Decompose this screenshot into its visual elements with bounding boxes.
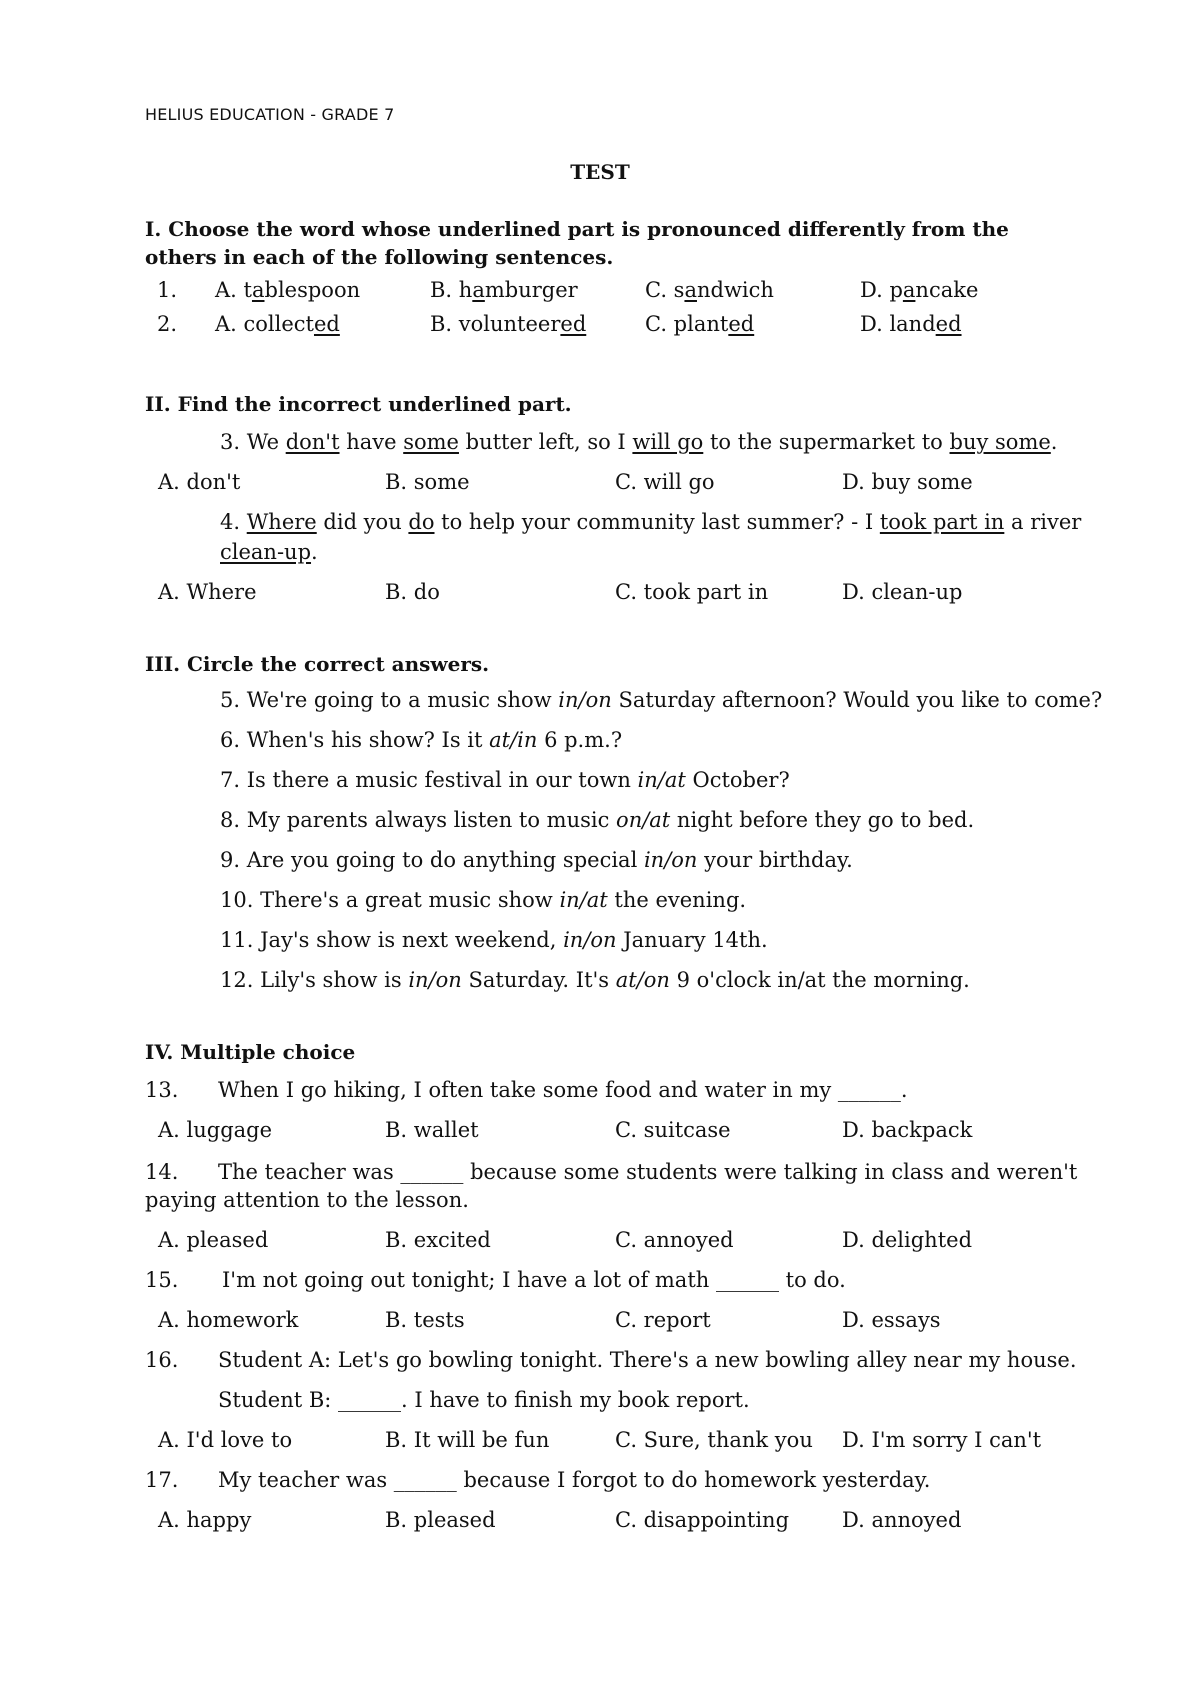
q17-option-c: C. disappointing bbox=[615, 1508, 790, 1532]
q4-option-d: D. clean-up bbox=[842, 580, 963, 604]
q14-option-a: A. pleased bbox=[158, 1228, 269, 1252]
q3-option-a: A. don't bbox=[158, 470, 241, 494]
q1-number: 1. bbox=[157, 278, 178, 302]
document-header: HELIUS EDUCATION - GRADE 7 bbox=[145, 105, 395, 124]
q1-option-d: D. pancake bbox=[860, 278, 979, 302]
q13-option-c: C. suitcase bbox=[615, 1118, 731, 1142]
q16-option-a: A. I'd love to bbox=[158, 1428, 293, 1452]
q7-sentence: 7. Is there a music festival in our town in/at October? bbox=[220, 768, 790, 792]
q13-option-a: A. luggage bbox=[158, 1118, 273, 1142]
q1-option-b: B. hamburger bbox=[430, 278, 578, 302]
q4-option-a: A. Where bbox=[158, 580, 257, 604]
document-title: TEST bbox=[570, 160, 630, 184]
q3-option-b: B. some bbox=[385, 470, 470, 494]
q14-option-c: C. annoyed bbox=[615, 1228, 734, 1252]
q3-option-c: C. will go bbox=[615, 470, 715, 494]
q1-option-a: A. tablespoon bbox=[215, 278, 361, 302]
q16-text-cont: Student B: ______. I have to finish my book report. bbox=[218, 1388, 750, 1412]
q4-sentence: 4. Where did you do to help your community last summer? - I took part in a river bbox=[220, 510, 1082, 534]
q1-option-c: C. sandwich bbox=[645, 278, 774, 302]
q15-text: I'm not going out tonight; I have a lot of math ______ to do. bbox=[222, 1268, 846, 1292]
q8-sentence: 8. My parents always listen to music on/at night before they go to bed. bbox=[220, 808, 975, 832]
q14-text-cont: paying attention to the lesson. bbox=[145, 1188, 469, 1212]
q2-option-b: B. volunteered bbox=[430, 312, 587, 336]
q6-sentence: 6. When's his show? Is it at/in 6 p.m.? bbox=[220, 728, 623, 752]
section-3-heading: III. Circle the correct answers. bbox=[145, 652, 490, 676]
q17-option-a: A. happy bbox=[158, 1508, 252, 1532]
q9-sentence: 9. Are you going to do anything special in/on your birthday. bbox=[220, 848, 853, 872]
q4-sentence-cont: clean-up. bbox=[220, 540, 318, 564]
q16-option-b: B. It will be fun bbox=[385, 1428, 550, 1452]
q17-number: 17. bbox=[145, 1468, 179, 1492]
section-1-heading: I. Choose the word whose underlined part is pronounced differently from the others in each of the following sentences. bbox=[145, 217, 1009, 269]
q10-sentence: 10. There's a great music show in/at the evening. bbox=[220, 888, 747, 912]
q2-option-a: A. collected bbox=[215, 312, 340, 336]
q16-option-c: C. Sure, thank you bbox=[615, 1428, 813, 1452]
q2-option-c: C. planted bbox=[645, 312, 755, 336]
q12-sentence: 12. Lily's show is in/on Saturday. It's at/on 9 o'clock in/at the morning. bbox=[220, 968, 970, 992]
q14-text: The teacher was ______ because some students were talking in class and weren't bbox=[218, 1160, 1078, 1184]
q3-option-d: D. buy some bbox=[842, 470, 973, 494]
q11-sentence: 11. Jay's show is next weekend, in/on January 14th. bbox=[220, 928, 768, 952]
q2-number: 2. bbox=[157, 312, 178, 336]
q13-option-b: B. wallet bbox=[385, 1118, 479, 1142]
q17-text: My teacher was ______ because I forgot to do homework yesterday. bbox=[218, 1468, 931, 1492]
q17-option-d: D. annoyed bbox=[842, 1508, 962, 1532]
q14-option-b: B. excited bbox=[385, 1228, 491, 1252]
q15-option-c: C. report bbox=[615, 1308, 711, 1332]
q15-option-d: D. essays bbox=[842, 1308, 941, 1332]
section-2-heading: II. Find the incorrect underlined part. bbox=[145, 392, 572, 416]
q15-option-b: B. tests bbox=[385, 1308, 465, 1332]
q16-option-d: D. I'm sorry I can't bbox=[842, 1428, 1042, 1452]
q5-sentence: 5. We're going to a music show in/on Saturday afternoon? Would you like to come? bbox=[220, 688, 1103, 712]
q3-sentence: 3. We don't have some butter left, so I will go to the supermarket to buy some. bbox=[220, 430, 1058, 454]
q14-option-d: D. delighted bbox=[842, 1228, 973, 1252]
q13-text: When I go hiking, I often take some food and water in my ______. bbox=[218, 1078, 908, 1102]
q4-option-b: B. do bbox=[385, 580, 440, 604]
q4-option-c: C. took part in bbox=[615, 580, 769, 604]
section-4-heading: IV. Multiple choice bbox=[145, 1040, 356, 1064]
q13-number: 13. bbox=[145, 1078, 179, 1102]
q16-number: 16. bbox=[145, 1348, 179, 1372]
q15-number: 15. bbox=[145, 1268, 179, 1292]
q2-option-d: D. landed bbox=[860, 312, 962, 336]
q15-option-a: A. homework bbox=[158, 1308, 299, 1332]
q14-number: 14. bbox=[145, 1160, 179, 1184]
q17-option-b: B. pleased bbox=[385, 1508, 496, 1532]
q13-option-d: D. backpack bbox=[842, 1118, 973, 1142]
q16-text: Student A: Let's go bowling tonight. There's a new bowling alley near my house. bbox=[218, 1348, 1077, 1372]
